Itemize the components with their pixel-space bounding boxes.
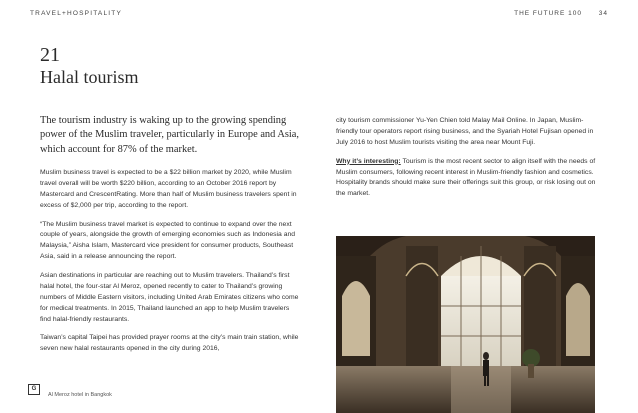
why-interesting-text: Tourism is the most recent sector to align itself with the needs of Muslim consumers, following recent interest in Muslim-friendly fashion and cosmetics. Hospitality brands should make sure their offerings suit this group, or risk losing out on the market.	[336, 157, 596, 198]
page-number: 34	[598, 10, 608, 17]
body-paragraph: city tourism commissioner Yu-Yen Chien told Malay Mail Online. In Japan, Muslim-friendly tour operators report rising business, and the Syariah Hotel Fujisan opened in July 2016 to host Muslim tourists visiting the area near Mount Fuji.	[336, 117, 594, 146]
article-title: Halal tourism	[40, 67, 139, 87]
left-column	[40, 168, 302, 363]
right-column	[336, 116, 596, 208]
body-paragraph: Muslim business travel is expected to be a $22 billion market by 2020, while Muslim travel overall will be worth $220 billion, according to an October 2016 report by Mastercard and CrescentRating. More than half of Muslim business travelers spent in excess of $2,000 per trip, according to the report.	[40, 169, 297, 209]
photo-caption: Al Meroz hotel in Bangkok	[48, 392, 112, 398]
hotel-lobby-photo	[336, 236, 595, 413]
lead-paragraph: The tourism industry is waking up to the growing spending power of the Muslim traveler, particularly in Europe and Asia, which account for 87% of the market.	[40, 115, 299, 155]
why-interesting-label: Why it’s interesting:	[336, 157, 401, 165]
why-interesting-paragraph	[336, 157, 596, 201]
hotel-lobby-illustration	[336, 236, 595, 413]
body-paragraph: “The Muslim business travel market is expected to continue to expand over the next couple of years, alongside the growth of emerging economies such as Indonesia and Malaysia,” Aisha Islam, Mastercard vice president for consumer products, Southeast Asia, said in a release announcing the report.	[40, 220, 296, 261]
body-paragraph: Taiwan’s capital Taipei has provided prayer rooms at the city’s main train station, while seven new halal restaurants opened in the city during 2016,	[40, 334, 299, 353]
header-right	[514, 10, 608, 17]
report-title: THE FUTURE 100	[514, 10, 582, 17]
article-number: 21	[40, 44, 60, 66]
body-paragraph: Asian destinations in particular are reaching out to Muslim travelers. Thailand’s first halal hotel, the four-star Al Meroz, opened recently to cater to Thailand’s growing numbers of Middle Eastern visitors, including United Arab Emirates citizens who come for medical treatments. In 2015, Thailand launched an app to help Muslim travelers find halal-friendly restaurants.	[40, 272, 299, 323]
section-label: TRAVEL+HOSPITALITY	[30, 10, 122, 17]
brand-logo: G	[28, 384, 40, 395]
